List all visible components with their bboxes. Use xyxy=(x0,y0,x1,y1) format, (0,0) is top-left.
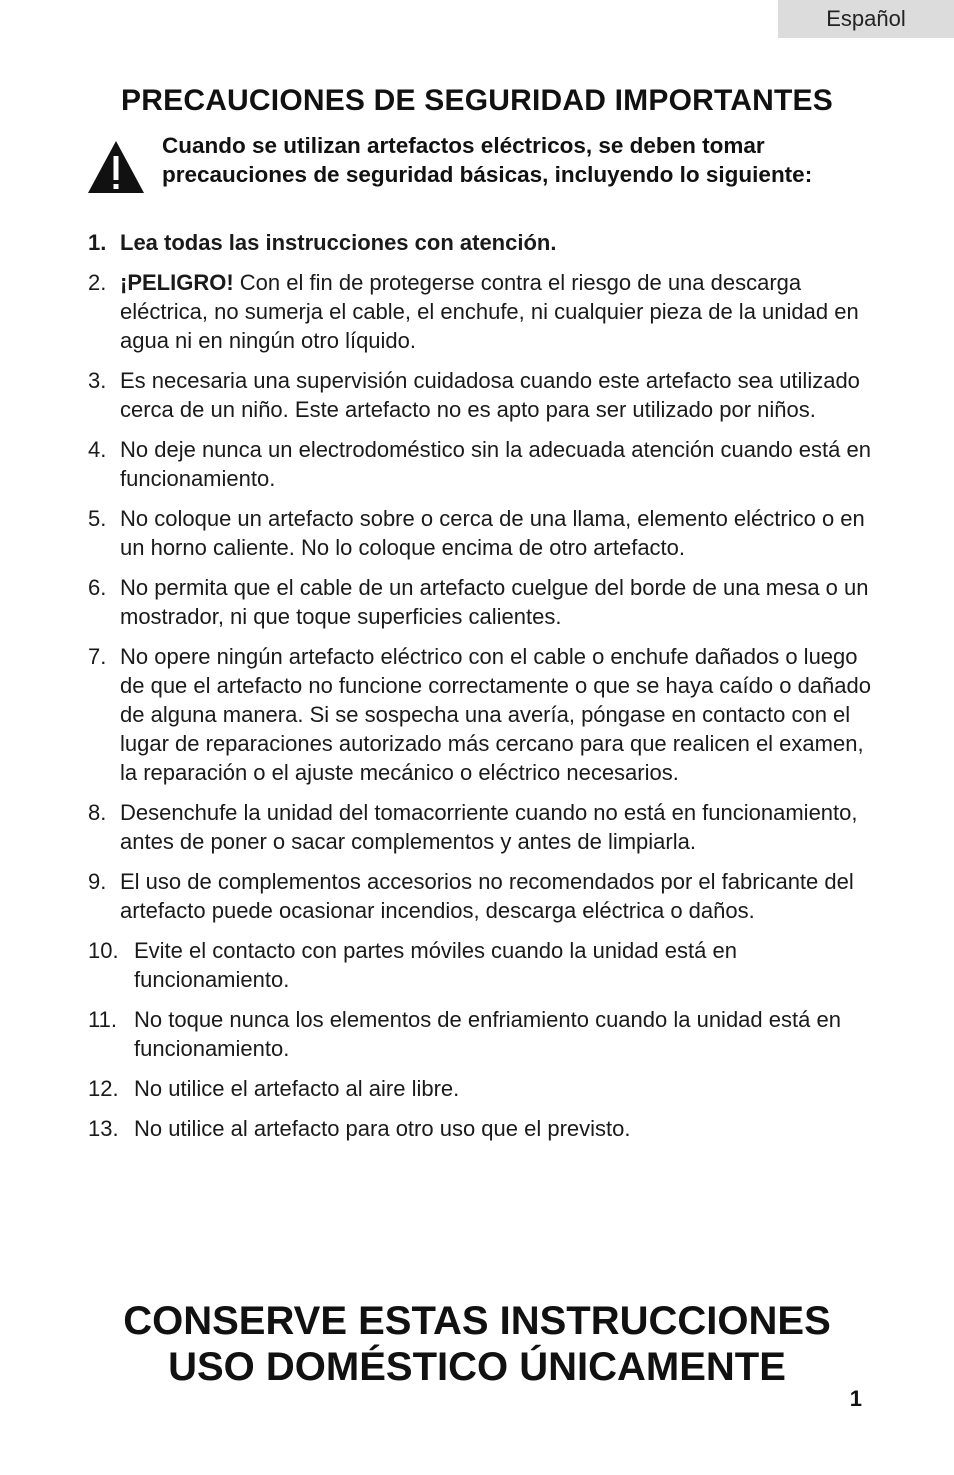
list-item xyxy=(88,642,878,787)
item-number: 9. xyxy=(88,869,107,894)
warning-triangle-icon xyxy=(86,139,146,195)
item-number: 1. xyxy=(88,230,107,255)
item-text: No utilice al artefacto para otro uso que el previsto. xyxy=(134,1116,631,1141)
item-number: 12. xyxy=(88,1076,119,1101)
item-text: Con el fin de protegerse contra el riesgo de una descarga eléctrica, no sumerja el cable, el enchufe, ni cualquier pieza de la unidad en agua ni en ningún otro líquido. xyxy=(120,270,859,353)
danger-label: ¡PELIGRO! xyxy=(120,270,234,295)
item-text: No permita que el cable de un artefacto cuelgue del borde de una mesa o un mostrador, ni que toque superficies calientes. xyxy=(120,575,869,629)
language-tab-label: Español xyxy=(826,6,906,31)
language-tab xyxy=(778,0,954,38)
item-text: Lea todas las instrucciones con atención. xyxy=(120,230,557,255)
closing-line-1: CONSERVE ESTAS INSTRUCCIONES xyxy=(123,1299,831,1343)
item-number: 11. xyxy=(88,1007,117,1032)
page-number: 1 xyxy=(849,1386,862,1411)
item-number: 13. xyxy=(88,1116,119,1141)
item-text: No utilice el artefacto al aire libre. xyxy=(134,1076,460,1101)
item-text: No coloque un artefacto sobre o cerca de una llama, elemento eléctrico o en un horno caliente. No lo coloque encima de otro artefacto. xyxy=(120,506,865,560)
item-number: 4. xyxy=(88,437,107,462)
item-text: No opere ningún artefacto eléctrico con el cable o enchufe dañados o luego de que el artefacto no funcione correctamente o que se haya caído o dañado de alguna manera. Si se sospecha una avería, póngase en contacto con el lugar de reparaciones autorizado más cercano para que realicen el examen, la reparación o el ajuste mecánico o eléctrico necesarios. xyxy=(120,644,871,785)
closing-heading xyxy=(0,1298,954,1390)
section-title: PRECAUCIONES DE SEGURIDAD IMPORTANTES xyxy=(121,84,833,117)
list-item xyxy=(88,228,878,257)
list-item xyxy=(88,936,878,994)
list-item xyxy=(88,504,878,562)
item-text-container xyxy=(120,268,878,355)
list-item xyxy=(88,1005,878,1063)
item-number: 10. xyxy=(88,938,119,963)
item-text: No toque nunca los elementos de enfriamiento cuando la unidad está en funcionamiento. xyxy=(134,1007,841,1061)
list-item xyxy=(88,435,878,493)
item-text: Evite el contacto con partes móviles cuando la unidad está en funcionamiento. xyxy=(134,938,737,992)
warning-text: Cuando se utilizan artefactos eléctricos, se deben tomar precauciones de seguridad básicas, incluyendo lo siguiente: xyxy=(162,133,813,187)
item-text: No deje nunca un electrodoméstico sin la adecuada atención cuando está en funcionamiento. xyxy=(120,437,871,491)
item-text: Es necesaria una supervisión cuidadosa cuando este artefacto sea utilizado cerca de un niño. Este artefacto no es apto para ser utilizado por niños. xyxy=(120,368,860,422)
item-number: 2. xyxy=(88,270,107,295)
list-item xyxy=(88,268,878,355)
item-number: 7. xyxy=(88,644,107,669)
list-item xyxy=(88,867,878,925)
closing-line-2: USO DOMÉSTICO ÚNICAMENTE xyxy=(168,1345,786,1389)
list-item xyxy=(88,1114,878,1143)
item-text: El uso de complementos accesorios no recomendados por el fabricante del artefacto puede ocasionar incendios, descarga eléctrica o daños. xyxy=(120,869,854,923)
list-item xyxy=(88,798,878,856)
list-item xyxy=(88,1074,878,1103)
item-number: 3. xyxy=(88,368,107,393)
item-number: 8. xyxy=(88,800,107,825)
list-item xyxy=(88,366,878,424)
safety-instructions-list xyxy=(88,228,878,1154)
list-item xyxy=(88,573,878,631)
item-text: Desenchufe la unidad del tomacorriente cuando no está en funcionamiento, antes de poner o sacar complementos y antes de limpiarla. xyxy=(120,800,858,854)
item-number: 6. xyxy=(88,575,107,600)
item-number: 5. xyxy=(88,506,107,531)
